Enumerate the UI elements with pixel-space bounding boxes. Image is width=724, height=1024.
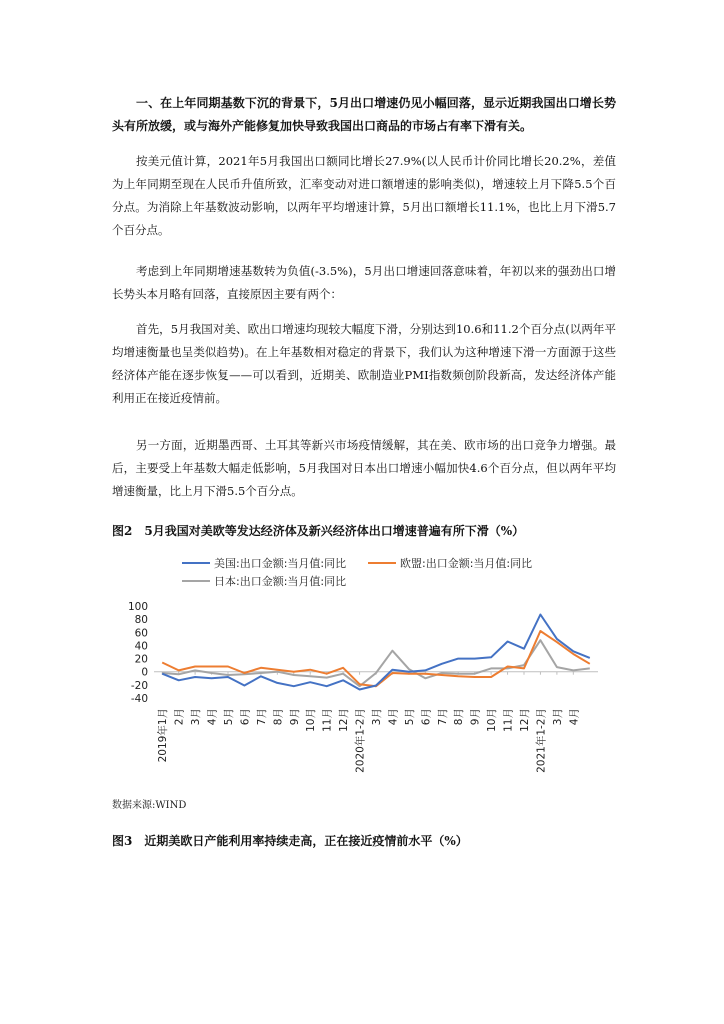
x-tick-label: 3月 xyxy=(190,708,203,726)
x-tick-label: 11月 xyxy=(502,708,515,732)
x-tick-label: 9月 xyxy=(288,708,301,726)
x-tick-label: 2月 xyxy=(173,708,186,726)
y-tick-label: -20 xyxy=(130,679,148,692)
paragraph-base-effect: 考虑到上年同期增速基数转为负值(-3.5%)，5月出口增速回落意味着，年初以来的强劲出口增长势头本月略有回落，直接原因主要有两个： xyxy=(112,264,616,301)
x-tick-label: 7月 xyxy=(436,708,449,726)
export-growth-chart xyxy=(112,546,616,778)
x-tick-label: 8月 xyxy=(453,708,466,726)
x-tick-label: 5月 xyxy=(223,708,235,726)
x-tick-label: 11月 xyxy=(321,708,334,732)
x-tick-label: 2019年1月 xyxy=(157,708,170,763)
figure3-title: 图3 近期美欧日产能利用率持续走高，正在接近疫情前水平（%） xyxy=(112,834,468,848)
x-tick-label: 8月 xyxy=(272,708,285,726)
x-tick-label: 9月 xyxy=(469,708,482,726)
x-tick-label: 3月 xyxy=(551,708,564,726)
x-tick-label: 4月 xyxy=(206,708,219,726)
legend-label-0: 美国:出口金额:当月值:同比 xyxy=(214,557,347,570)
section-heading: 一、在上年同期基数下沉的背景下，5月出口增速仍见小幅回落，显示近期我国出口增长势头有所放缓，或与海外产能修复加快导致我国出口商品的市场占有率下滑有关。 xyxy=(112,96,616,133)
x-tick-label: 5月 xyxy=(403,708,416,726)
chart-legend xyxy=(182,556,532,588)
y-tick-label: 20 xyxy=(134,653,148,666)
y-tick-label: 40 xyxy=(134,640,148,653)
x-tick-label: 2020年1-2月 xyxy=(354,708,367,773)
x-tick-label: 4月 xyxy=(568,708,581,726)
figure2-title: 图2 5月我国对美欧等发达经济体及新兴经济体出口增速普遍有所下滑（%） xyxy=(112,524,525,538)
x-tick-label: 10月 xyxy=(486,708,499,732)
legend-label-1: 欧盟:出口金额:当月值:同比 xyxy=(400,557,533,570)
x-tick-label: 6月 xyxy=(420,708,433,726)
x-tick-label: 12月 xyxy=(338,708,351,732)
data-source: 数据来源:WIND xyxy=(112,800,187,811)
y-tick-label: 0 xyxy=(141,666,148,679)
x-tick-label: 10月 xyxy=(305,708,318,732)
y-tick-label: 60 xyxy=(134,627,148,640)
x-tick-label: 7月 xyxy=(255,708,268,726)
x-tick-label: 12月 xyxy=(519,708,531,732)
x-tick-label: 6月 xyxy=(239,708,252,726)
x-tick-label: 3月 xyxy=(371,708,383,726)
y-tick-label: -40 xyxy=(130,693,148,705)
paragraph-us-eu: 首先，5月我国对美、欧出口增速均现较大幅度下滑，分别达到10.6和11.2个百分点(以两年平均增速衡量也呈类似趋势)。在上年基数相对稳定的背景下，我们认为这种增速下滑一方面源于这些经济体产能在逐步恢复——可以看到，近期美、欧制造业PMI指数频创阶段新高，发达经济体产能利用正在接近疫情前。 xyxy=(112,322,616,405)
x-tick-label: 4月 xyxy=(387,708,400,726)
paragraph-export-growth: 按美元值计算，2021年5月我国出口额同比增长27.9%(以人民币计价同比增长20.2%，差值为上年同期至现在人民币升值所致，汇率变动对进口额增速的影响类似)，增速较上月下降5.5个百分点。为消除上年基数波动影响，以两年平均增速计算，5月出口额增长11.1%，也比上月下滑5.7个百分点。 xyxy=(112,154,616,237)
x-tick-label: 2021年1-2月 xyxy=(535,708,548,773)
series-line-0 xyxy=(162,615,590,690)
y-tick-label: 80 xyxy=(134,614,148,627)
y-tick-label: 100 xyxy=(127,601,148,613)
legend-label-2: 日本:出口金额:当月值:同比 xyxy=(214,575,347,588)
paragraph-emerging-japan: 另一方面，近期墨西哥、土耳其等新兴市场疫情缓解，其在美、欧市场的出口竞争力增强。最后，主要受上年基数大幅走低影响，5月我国对日本出口增速小幅加快4.6个百分点，但以两年平均增速衡量，比上月下滑5.5个百分点。 xyxy=(112,438,616,498)
